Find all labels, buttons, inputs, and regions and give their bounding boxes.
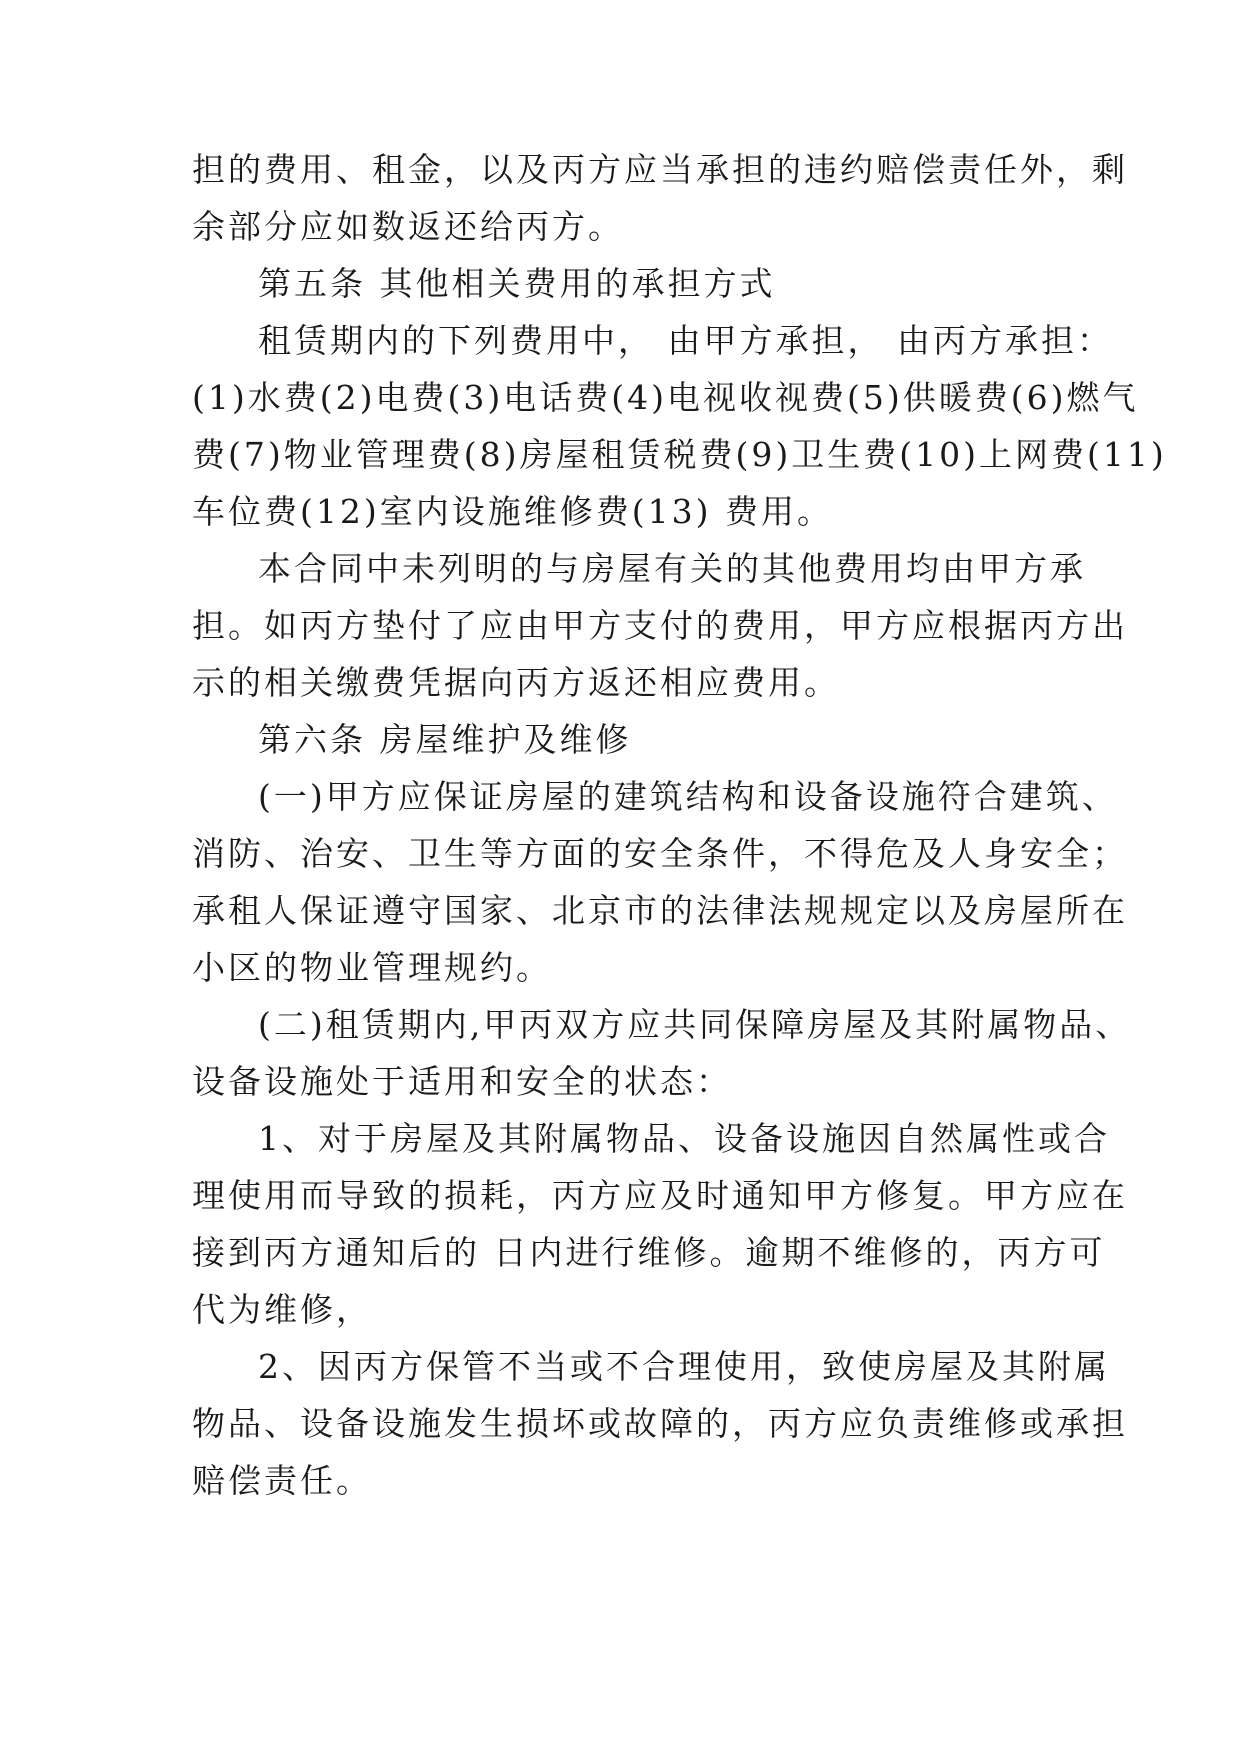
text-line: 物品、设备设施发生损坏或故障的，丙方应负责维修或承担 [192, 1404, 1128, 1443]
text-line: 1、对于房屋及其附属物品、设备设施因自然属性或合 [258, 1119, 1110, 1158]
text-line: 设备设施处于适用和安全的状态： [192, 1062, 732, 1101]
text-line: 担的费用、租金，以及丙方应当承担的违约赔偿责任外，剩 [192, 150, 1128, 189]
text-line: (1)水费(2)电费(3)电话费(4)电视收视费(5)供暖费(6)燃气 [192, 378, 1139, 417]
section-heading: 第六条 房屋维护及维修 [258, 720, 632, 759]
text-line: 车位费(12)室内设施维修费(13) 费用。 [192, 492, 833, 531]
text-line: (二)租赁期内,甲丙双方应共同保障房屋及其附属物品、 [258, 1005, 1132, 1044]
text-line: 本合同中未列明的与房屋有关的其他费用均由甲方承 [258, 549, 1086, 588]
text-line: 理使用而导致的损耗，丙方应及时通知甲方修复。甲方应在 [192, 1176, 1128, 1215]
text-line: 费(7)物业管理费(8)房屋租赁税费(9)卫生费(10)上网费(11) [192, 435, 1167, 474]
text-line: 示的相关缴费凭据向丙方返还相应费用。 [192, 663, 840, 702]
text-line: 赔偿责任。 [192, 1461, 372, 1500]
text-line: 代为维修， [192, 1290, 372, 1329]
text-line: 接到丙方通知后的 日内进行维修。逾期不维修的，丙方可 [192, 1233, 1106, 1272]
text-line: 余部分应如数返还给丙方。 [192, 207, 624, 246]
text-line: 小区的物业管理规约。 [192, 948, 552, 987]
text-line: 消防、治安、卫生等方面的安全条件，不得危及人身安全； [192, 834, 1128, 873]
text-line: 2、因丙方保管不当或不合理使用，致使房屋及其附属 [258, 1347, 1110, 1386]
text-line: 租赁期内的下列费用中， 由甲方承担， 由丙方承担： [258, 321, 1113, 360]
text-line: 担。如丙方垫付了应由甲方支付的费用，甲方应根据丙方出 [192, 606, 1128, 645]
text-line: (一)甲方应保证房屋的建筑结构和设备设施符合建筑、 [258, 777, 1118, 816]
text-line: 承租人保证遵守国家、北京市的法律法规规定以及房屋所在 [192, 891, 1128, 930]
section-heading: 第五条 其他相关费用的承担方式 [258, 264, 776, 303]
